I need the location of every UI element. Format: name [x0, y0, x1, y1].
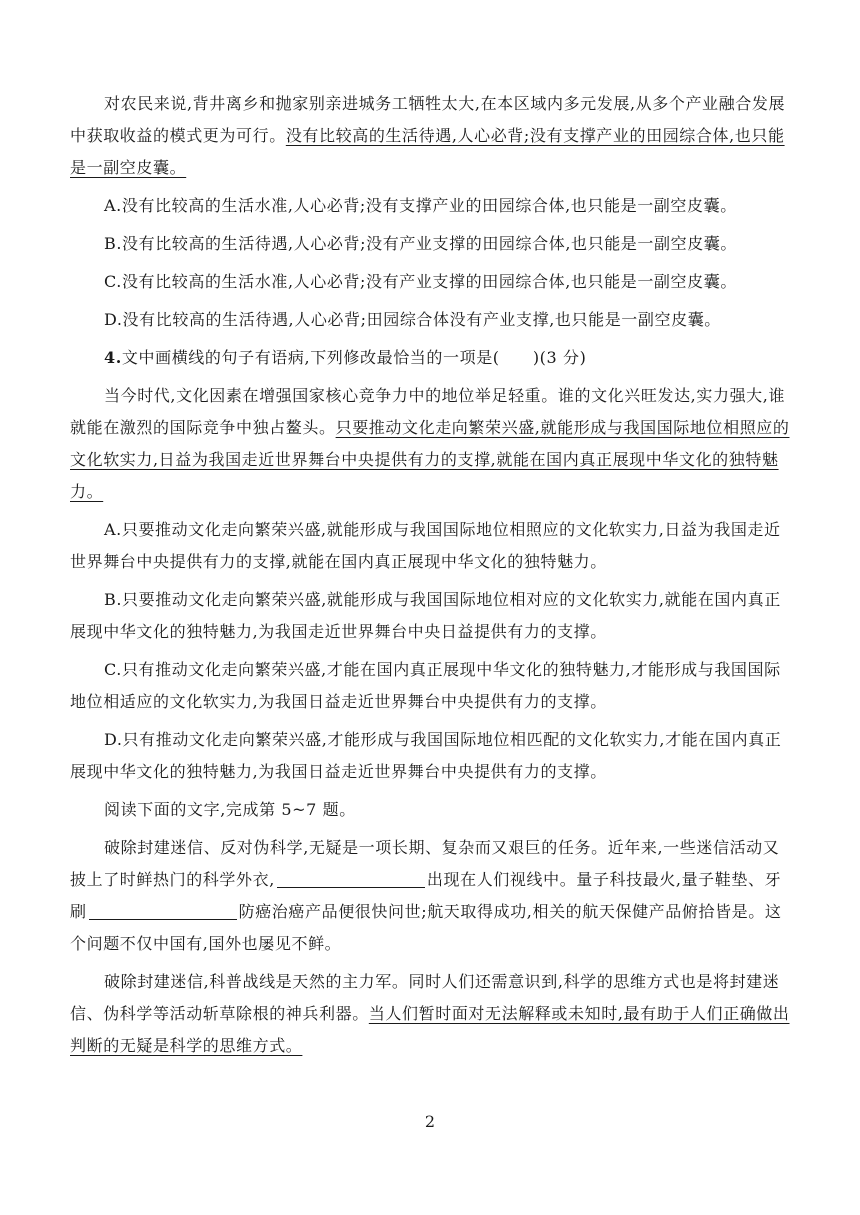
question-number: 4. [104, 348, 122, 367]
paragraph-text: 破除封建迷信、反对伪科学,无疑是一项长期、复杂而又艰巨的任务。近年来,一些迷信活动又披上了时鲜热门的科学外衣, [70, 838, 780, 889]
fill-blank-2[interactable] [89, 901, 237, 920]
q3-option-d: D.没有比较高的生活待遇,人心必背;田园综合体没有产业支撑,也只能是一副空皮囊。 [104, 310, 721, 329]
paragraph-text: 对农民来说,背井离乡和抛家别亲进城务工牺牲太大,在本区域内多元发展,从多个产业融合发展中获取收益的模式更为可行。 [70, 94, 786, 145]
question-stem: 文中画横线的句子有语病,下列修改最恰当的一项是( )(3 分) [121, 348, 587, 367]
q4-option-a: A.只要推动文化走向繁荣兴盛,就能形成与我国国际地位相照应的文化软实力,日益为我国走近世界舞台中央提供有力的支撑,就能在国内真正展现中华文化的独特魅力。 [70, 520, 781, 571]
paragraph-culture [70, 380, 792, 508]
paragraph-text: 防癌治癌产品便很快问世;航天取得成功,相关的航天保健产品俯拾皆是。这个问题不仅中国有,国外也屡见不鲜。 [70, 902, 782, 953]
paragraph-text: 破除封建迷信,科普战线是天然的主力军。同时人们还需意识到,科学的思维方式也是将封建迷信、伪科学等活动斩草除根的神兵利器。 [70, 972, 780, 1023]
underlined-sentence: 当人们暂时面对无法解释或未知时,最有助于人们正确做出判断的无疑是科学的思维方式。 [70, 1004, 790, 1055]
document-page [70, 88, 792, 1068]
page-number: 2 [424, 1112, 436, 1131]
paragraph-text: 当今时代,文化因素在增强国家核心竞争力中的地位举足轻重。谁的文化兴旺发达,实力强大,谁就能在激烈的国际竞争中独占鳌头。 [70, 386, 786, 437]
reading-instruction: 阅读下面的文字,完成第 5~7 题。 [104, 800, 356, 819]
question-4 [70, 342, 792, 374]
underlined-sentence: 没有比较高的生活待遇,人心必背;没有支撑产业的田园综合体,也只能是一副空皮囊。 [70, 126, 785, 177]
q4-option-d: D.只有推动文化走向繁荣兴盛,才能形成与我国国际地位相匹配的文化软实力,才能在国内真正展现中华文化的独特魅力,为我国日益走近世界舞台中央提供有力的支撑。 [70, 730, 782, 781]
paragraph-farmers [70, 88, 792, 184]
q3-option-a: A.没有比较高的生活水准,人心必背;没有支撑产业的田园综合体,也只能是一副空皮囊。 [104, 196, 737, 215]
paragraph-science [70, 966, 792, 1062]
underlined-sentence: 只要推动文化走向繁荣兴盛,就能形成与我国国际地位相照应的文化软实力,日益为我国走近世界舞台中央提供有力的支撑,就能在国内真正展现中华文化的独特魅力。 [70, 418, 790, 501]
q4-option-b: B.只要推动文化走向繁荣兴盛,就能形成与我国国际地位相对应的文化软实力,就能在国内真正展现中华文化的独特魅力,为我国走近世界舞台中央日益提供有力的支撑。 [70, 590, 781, 641]
q3-option-c: C.没有比较高的生活水准,人心必背;没有产业支撑的田园综合体,也只能是一副空皮囊。 [104, 272, 737, 291]
q4-option-c: C.只有推动文化走向繁荣兴盛,才能在国内真正展现中华文化的独特魅力,才能形成与我国国际地位相适应的文化软实力,为我国日益走近世界舞台中央提供有力的支撑。 [70, 660, 781, 711]
paragraph-superstition [70, 832, 792, 960]
q3-option-b: B.没有比较高的生活待遇,人心必背;没有产业支撑的田园综合体,也只能是一副空皮囊。 [104, 234, 738, 253]
paragraph-text: 出现在人们视线中。量子科技最火,量子鞋垫、牙刷 [70, 870, 782, 921]
fill-blank-1[interactable] [277, 869, 425, 888]
